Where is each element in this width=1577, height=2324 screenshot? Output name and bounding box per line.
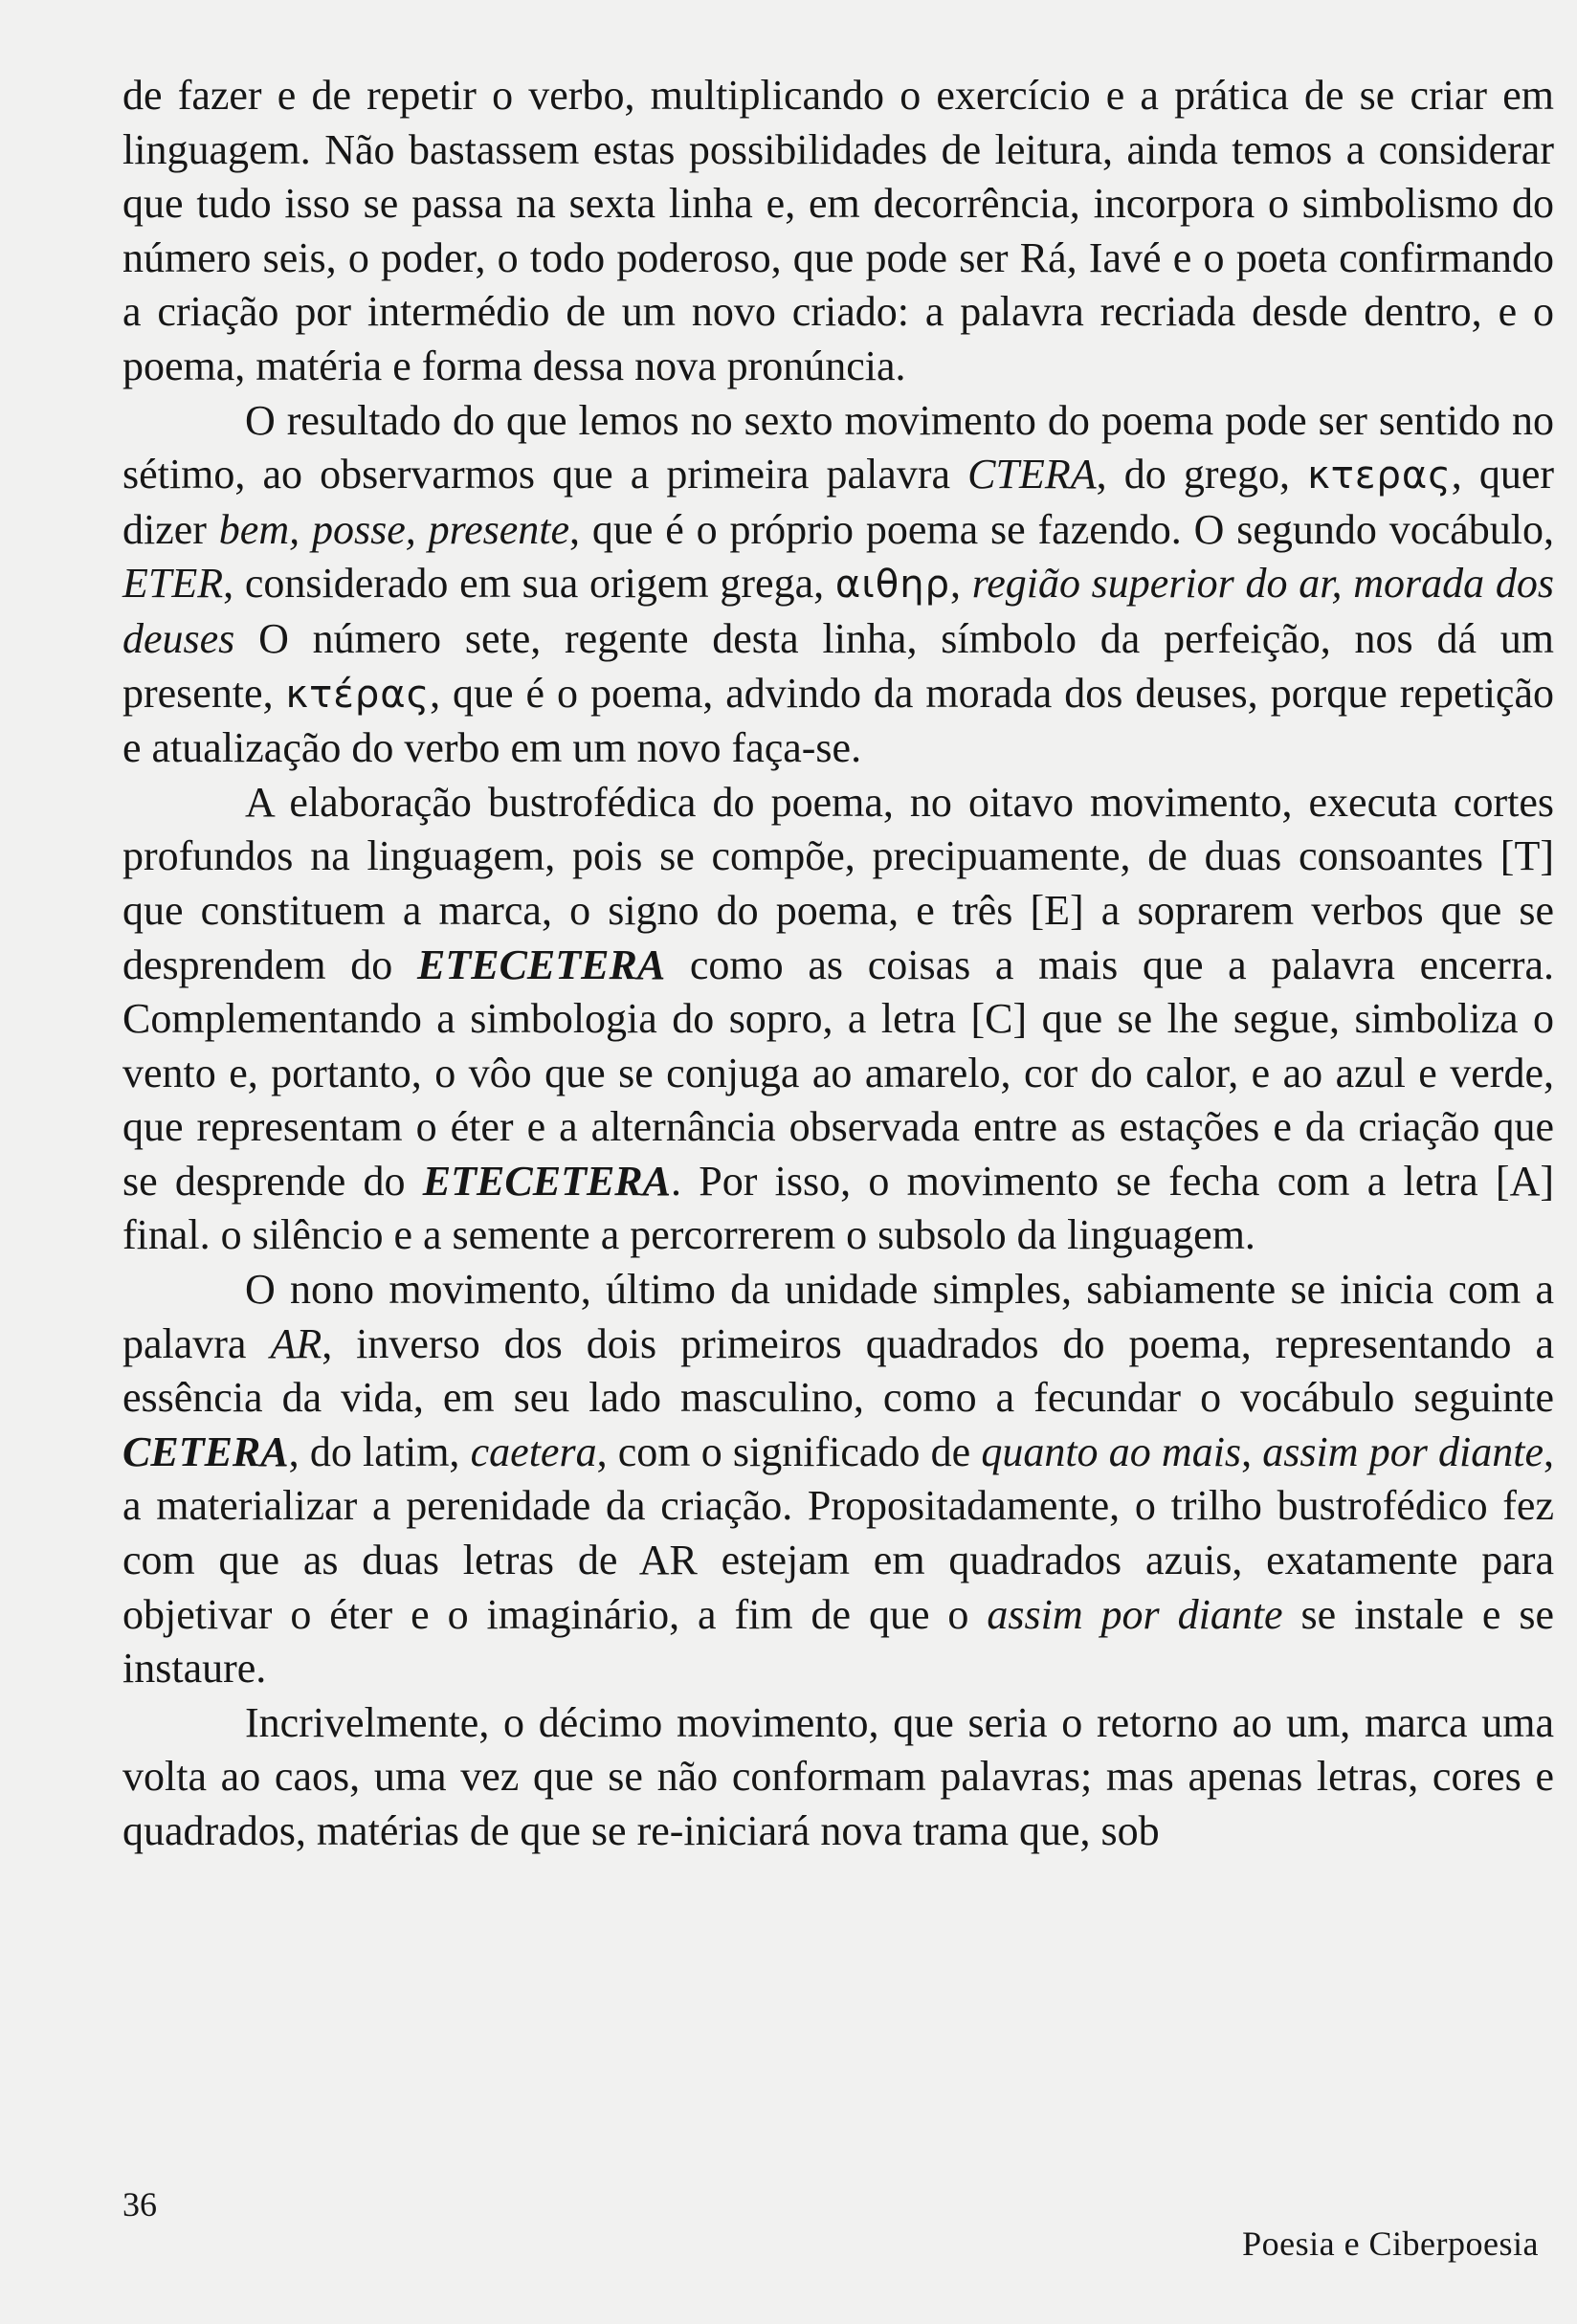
paragraph bbox=[122, 1696, 1554, 1859]
italic-term: assim por diante bbox=[987, 1590, 1283, 1638]
text-run: , que é o poema, advindo da morada dos deuses, porque repetição e atualização do verbo em um novo faça-se. bbox=[122, 669, 1554, 772]
bold-italic-term: ETECETERA bbox=[417, 941, 666, 988]
italic-term: CTERA bbox=[967, 451, 1097, 498]
bold-italic-term: ETECETERA bbox=[422, 1157, 671, 1205]
text-run: . Por isso, o movimento se fecha com a letra [A] final. o silêncio e a semente a percorrerem o subsolo da linguagem. bbox=[122, 1157, 1555, 1259]
text-run: , que é o próprio poema se fazendo. O segundo vocábulo, bbox=[569, 505, 1554, 553]
text-run: O número sete, regente desta linha, símbolo da perfeição, nos dá um presente, bbox=[122, 614, 1554, 717]
italic-term: quanto ao mais bbox=[981, 1428, 1242, 1475]
text-run: O resultado do que lemos no sexto movimento do poema pode ser sentido no sétimo, ao observarmos que a primeira palavra bbox=[122, 396, 1554, 498]
text-run: , do grego, bbox=[1096, 451, 1308, 498]
italic-term: assim por diante bbox=[1262, 1428, 1544, 1475]
text-run: , quer dizer bbox=[122, 451, 1555, 553]
text-run: , do latim, bbox=[288, 1428, 471, 1475]
paragraph bbox=[122, 69, 1554, 394]
text-run: , a materializar a perenidade da criação. Propositadamente, o trilho bustrofédico fez com que as duas letras de AR estejam em quadrados azuis, exatamente para objetivar o éter e o imaginário, a fim de que o bbox=[122, 1428, 1554, 1638]
bold-italic-term: CETERA bbox=[122, 1428, 289, 1475]
text-run: , com o significado de bbox=[596, 1428, 982, 1475]
text-run: , bbox=[949, 560, 972, 608]
text-run: , considerado em sua origem grega, bbox=[223, 560, 835, 608]
italic-term: ETER bbox=[122, 560, 224, 608]
text-run: de fazer e de repetir o verbo, multiplicando o exercício e a prática de se criar em linguagem. Não bastassem estas possibilidades de leitura, ainda temos a considerar que tudo isso se passa na sexta linha e, em decorrência, incorpora o simbolismo do número seis, o poder, o todo poderoso, que pode ser Rá, Iavé e o poeta confirmando a criação por intermédio de um novo criado: a palavra recriada desde dentro, e o poema, matéria e forma dessa nova pronúncia. bbox=[122, 72, 1554, 389]
text-run: , bbox=[1241, 1428, 1263, 1475]
italic-term: bem, posse, presente bbox=[218, 505, 570, 553]
italic-term: região superior do ar, morada dos deuses bbox=[122, 560, 1554, 662]
greek-word: αιθηρ bbox=[834, 563, 950, 608]
greek-word: κτέρας bbox=[285, 672, 431, 717]
text-run: como as coisas a mais que a palavra encerra. Complementando a simbologia do sopro, a letra [C] que se lhe segue, simboliza o vento e, portanto, o vôo que se conjuga ao amarelo, cor do calor, e ao azul e verde, que representam o éter e a alternância observada entre as estações e da criação que se desprende do bbox=[122, 941, 1555, 1205]
text-run: Incrivelmente, o décimo movimento, que seria o retorno ao um, marca uma volta ao caos, uma vez que se não conformam palavras; mas apenas letras, cores e quadrados, matérias de que se re-iniciará nova trama que, sob bbox=[122, 1698, 1554, 1854]
body-text bbox=[122, 69, 1554, 1859]
text-run: O nono movimento, último da unidade simples, sabiamente se inicia com a palavra bbox=[122, 1266, 1554, 1367]
greek-word: κτερας bbox=[1307, 454, 1452, 498]
paragraph bbox=[122, 776, 1554, 1263]
text-run: se instale e se instaure. bbox=[122, 1590, 1554, 1693]
paragraph bbox=[122, 1263, 1554, 1696]
text-run: , inverso dos dois primeiros quadrados do poema, representando a essência da vida, em seu lado masculino, como a fecundar o vocábulo seguinte bbox=[122, 1319, 1554, 1422]
italic-term: caetera bbox=[470, 1428, 597, 1475]
italic-term: AR bbox=[270, 1319, 322, 1367]
paragraph bbox=[122, 394, 1554, 776]
text-run: A elaboração bustrofédica do poema, no oitavo movimento, executa cortes profundos na linguagem, pois se compõe, precipuamente, de duas consoantes [T] que constituem a marca, o signo do poema, e três [E] a soprarem verbos que se desprendem do bbox=[122, 778, 1554, 988]
page-number: 36 bbox=[122, 2185, 157, 2224]
running-title: Poesia e Ciberpoesia bbox=[1242, 2224, 1539, 2263]
